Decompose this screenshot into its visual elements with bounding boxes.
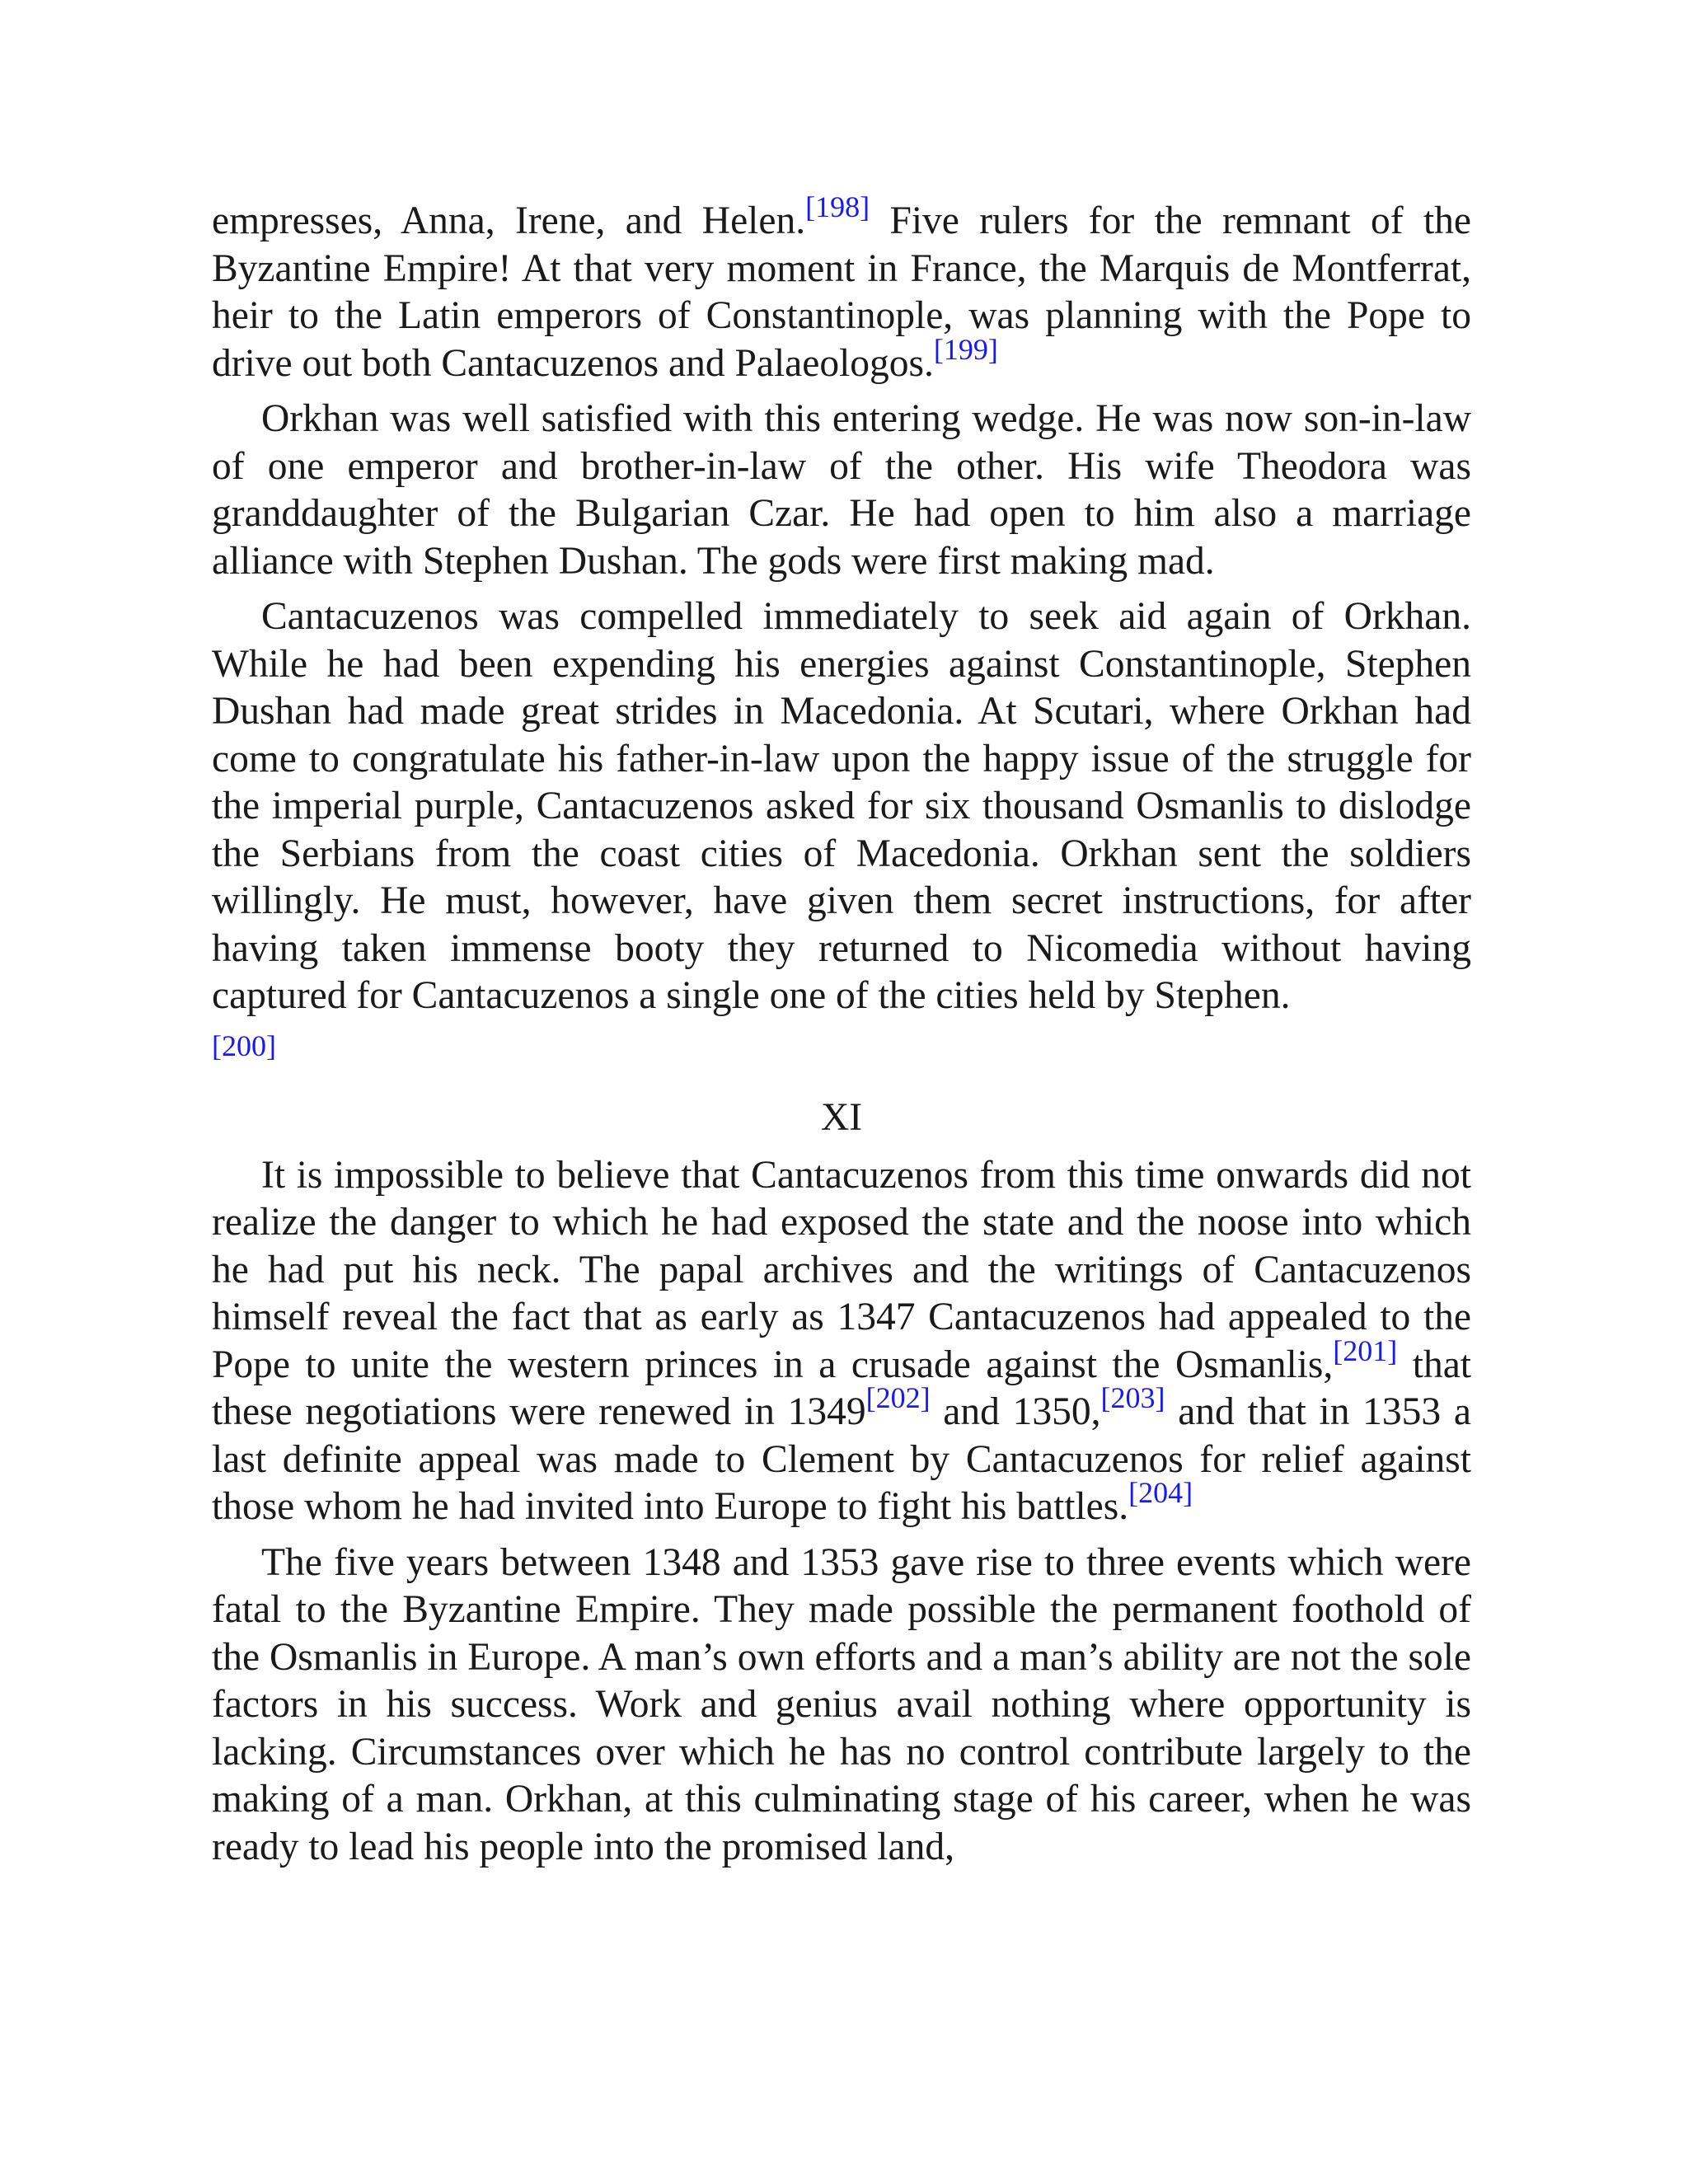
section-heading: XI	[820, 1096, 863, 1139]
footnote-link-199[interactable]: [199]	[933, 332, 998, 366]
footnote-link-201[interactable]: [201]	[1333, 1333, 1398, 1367]
paragraph-text: and that in 1353 a last definite appeal was made to Clement by Cantacuzenos for relief against those whom he had invited into Europe to fight his battles.	[212, 1390, 1472, 1528]
footnote-link-200[interactable]: [200]	[212, 1029, 276, 1062]
paragraph-1	[212, 190, 1471, 387]
paragraph-text: and 1350,	[930, 1390, 1101, 1433]
paragraph-text: Cantacuzenos was compelled immediately to seek aid again of Orkhan. While he had been expending his energies against Constantinople, Stephen Dushan had made great strides in Macedonia. At Scutari, where Orkhan had come to congratulate his father-in-law upon the happy issue of the struggle for the imperial purple, Cantacuzenos asked for six thousand Osmanlis to dislodge the Serbians from the coast cities of Macedonia. Orkhan sent the soldiers willingly. He must, however, have given them secret instructions, for after having taken immense booty they returned to Nicomedia without having captured for Cantacuzenos a single one of the cities held by Stephen.	[212, 595, 1471, 1017]
footnote-link-198[interactable]: [198]	[805, 190, 870, 224]
paragraph-5: The five years between 1348 and 1353 gave rise to three events which were fatal to the Byzantine Empire. They made possible the permanent foothold of the Osmanlis in Europe. A man’s own efforts and a man’s ability are not the sole factors in his success. Work and genius avail nothing where opportunity is lacking. Circumstances over which he has no control contribute largely to the making of a man. Orkhan, at this culminating stage of his career, when he was ready to lead his people into the promised land,	[212, 1540, 1471, 1868]
footnote-link-202[interactable]: [202]	[865, 1381, 931, 1415]
footnote-link-204[interactable]: [204]	[1128, 1476, 1193, 1510]
paragraph-4	[212, 1152, 1471, 1531]
paragraph-text: empresses, Anna, Irene, and Helen.	[212, 199, 806, 242]
paragraph-text: that these negotiations were renewed in 1349	[212, 1343, 1471, 1433]
page-content	[212, 190, 1472, 1879]
paragraph-text: It is impossible to believe that Cantacuzenos from this time onwards did not realize the danger to which he had exposed the state and the noose into which he had put his neck. The papal archives and the writings of Cantacuzenos himself reveal the fact that as early as 1347 Cantacuzenos had appealed to the Pope to unite the western princes in a crusade against the Osmanlis,	[212, 1153, 1471, 1386]
paragraph-text: Five rulers for the remnant of the Byzantine Empire! At that very moment in France, the Marquis de Montferrat, heir to the Latin emperors of Constantinople, was planning with the Pope to drive out both Cantacuzenos and Palaeologos.	[212, 199, 1471, 385]
paragraph-2: Orkhan was well satisfied with this entering wedge. He was now son-in-law of one emperor and brother-in-law of the other. His wife Theodora was granddaughter of the Bulgarian Czar. He had open to him also a marriage alliance with Stephen Dushan. The gods were first making mad.	[212, 397, 1471, 583]
footnote-link-203[interactable]: [203]	[1100, 1381, 1165, 1415]
paragraph-3	[212, 593, 1471, 1070]
